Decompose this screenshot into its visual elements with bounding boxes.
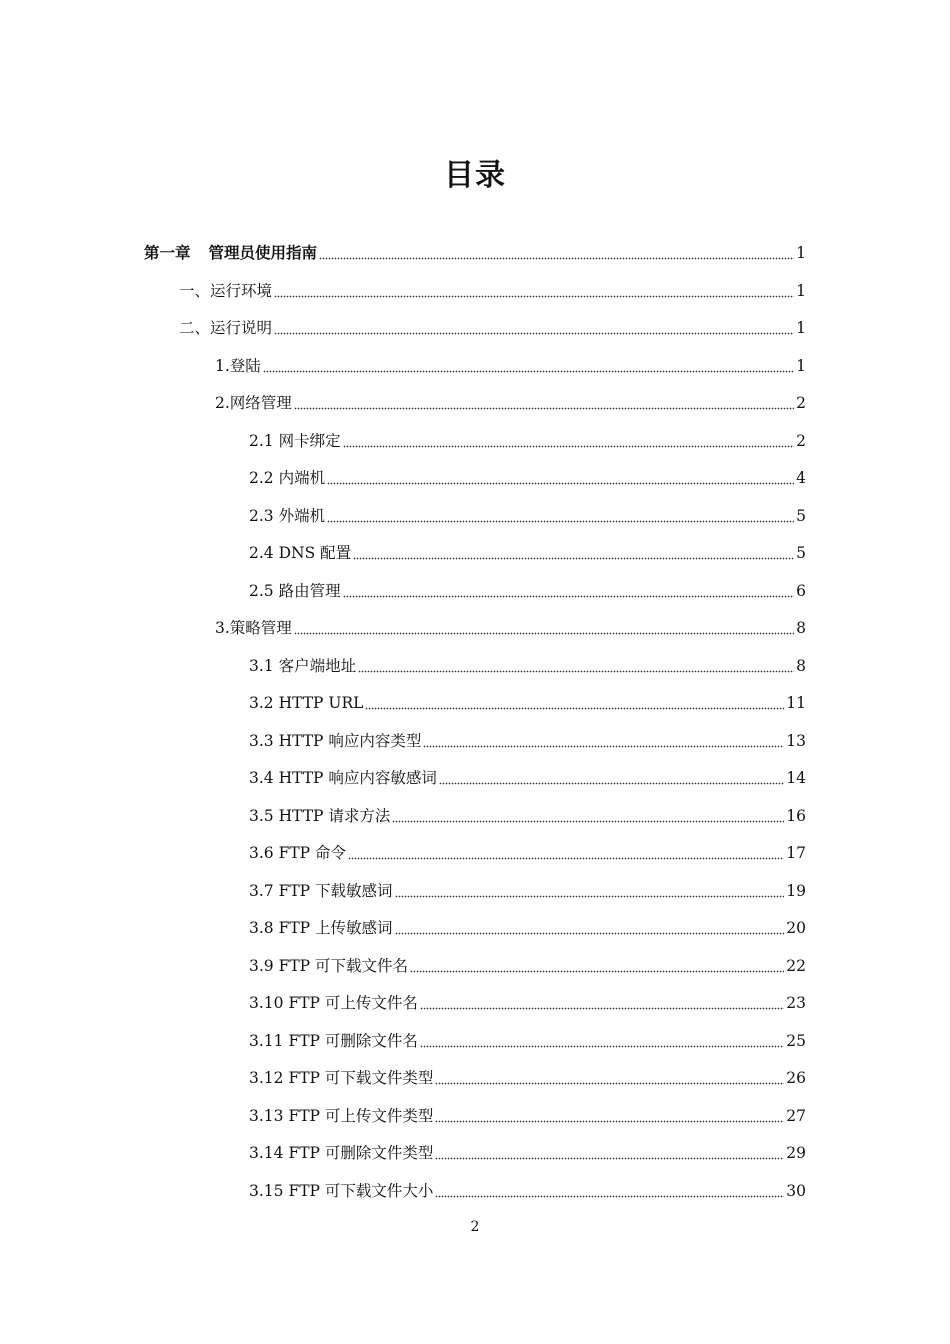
- dot-leader: [395, 918, 785, 938]
- dot-leader: [343, 581, 795, 601]
- dot-leader: [420, 1031, 784, 1051]
- dot-leader: [420, 993, 784, 1013]
- toc-entry[interactable]: [249, 948, 806, 984]
- toc-page-number: 1: [796, 319, 806, 337]
- toc-page-number: 19: [786, 882, 806, 900]
- dot-leader: [327, 468, 794, 488]
- toc-entry[interactable]: [249, 1173, 806, 1209]
- toc-entry-label: 3.2 HTTP URL: [249, 694, 364, 712]
- toc-entry[interactable]: [249, 760, 806, 796]
- dot-leader: [319, 243, 794, 263]
- dot-leader: [435, 1068, 784, 1088]
- dot-leader: [435, 1181, 784, 1201]
- dot-leader: [435, 1106, 784, 1126]
- toc-entry[interactable]: [249, 985, 806, 1021]
- toc-entry-label: 3.9 FTP 可下载文件名: [249, 957, 409, 975]
- toc-chapter-entry[interactable]: [144, 235, 806, 271]
- toc-page-number: 13: [786, 732, 806, 750]
- dot-leader: [392, 806, 784, 826]
- toc-entry[interactable]: [249, 798, 806, 834]
- toc-entry-label: 2.4 DNS 配置: [249, 544, 352, 562]
- toc-entry[interactable]: [249, 873, 806, 909]
- toc-entry[interactable]: [249, 723, 806, 759]
- toc-page-number: 5: [796, 544, 806, 562]
- toc-page-number: 16: [786, 807, 806, 825]
- toc-page-number: 23: [786, 994, 806, 1012]
- toc-page-number: 30: [786, 1182, 806, 1200]
- toc-page-number: 5: [796, 507, 806, 525]
- toc-entry-label: 3.4 HTTP 响应内容敏感词: [249, 769, 437, 787]
- dot-leader: [435, 1143, 784, 1163]
- toc-entry[interactable]: [249, 535, 806, 571]
- toc-entry-label: 3.11 FTP 可删除文件名: [249, 1032, 418, 1050]
- toc-entry[interactable]: [249, 648, 806, 684]
- toc-entry-label: 2.网络管理: [215, 394, 292, 412]
- toc-entry[interactable]: [249, 498, 806, 534]
- toc-page-number: 27: [786, 1107, 806, 1125]
- toc-page-number: 29: [786, 1144, 806, 1162]
- toc-entry-label: 2.3 外端机: [249, 507, 326, 525]
- toc-entry-label: 3.5 HTTP 请求方法: [249, 807, 391, 825]
- dot-leader: [327, 506, 794, 526]
- toc-entry-label: 2.1 网卡绑定: [249, 432, 341, 450]
- dot-leader: [358, 656, 794, 676]
- toc-page-number: 20: [786, 919, 806, 937]
- toc-page-number: 6: [796, 582, 806, 600]
- toc-entry-label: 3.10 FTP 可上传文件名: [249, 994, 418, 1012]
- dot-leader: [365, 693, 784, 713]
- toc-entry-number: 第一章: [144, 244, 191, 262]
- toc-entry-label: 一、运行环境: [179, 282, 273, 300]
- toc-entry-label: 3.13 FTP 可上传文件类型: [249, 1107, 434, 1125]
- dot-leader: [274, 281, 794, 301]
- toc-entry-label: 3.1 客户端地址: [249, 657, 357, 675]
- toc-entry-label: 管理员使用指南: [208, 244, 318, 262]
- toc-page-number: 14: [786, 769, 806, 787]
- dot-leader: [343, 431, 795, 451]
- toc-page-number: 8: [796, 619, 806, 637]
- toc-entry-label: 3.3 HTTP 响应内容类型: [249, 732, 422, 750]
- toc-entry[interactable]: [249, 1135, 806, 1171]
- toc-page-number: 4: [796, 469, 806, 487]
- dot-leader: [439, 768, 784, 788]
- toc-entry[interactable]: [249, 835, 806, 871]
- toc-page-number: 8: [796, 657, 806, 675]
- toc-title: 目录: [444, 158, 506, 193]
- toc-page-number: 2: [796, 394, 806, 412]
- dot-leader: [294, 618, 794, 638]
- toc-entry[interactable]: [249, 1023, 806, 1059]
- toc-entry[interactable]: [179, 273, 806, 309]
- toc-entry[interactable]: [179, 310, 806, 346]
- dot-leader: [353, 543, 794, 563]
- toc-page-number: 26: [786, 1069, 806, 1087]
- toc-page-number: 17: [786, 844, 806, 862]
- toc-entry[interactable]: [249, 685, 806, 721]
- toc-page-number: 22: [786, 957, 806, 975]
- toc-entry-label: 3.12 FTP 可下载文件类型: [249, 1069, 434, 1087]
- toc-entry[interactable]: [215, 610, 806, 646]
- toc-entry-label: 2.5 路由管理: [249, 582, 341, 600]
- page-number: 2: [470, 1219, 480, 1235]
- dot-leader: [348, 843, 784, 863]
- toc-entry-label: 二、运行说明: [179, 319, 273, 337]
- toc-entry[interactable]: [249, 1060, 806, 1096]
- toc-entry[interactable]: [249, 573, 806, 609]
- toc-page-number: 1: [796, 244, 806, 262]
- toc-entry-label: 1.登陆: [215, 357, 261, 375]
- toc-page-number: 1: [796, 357, 806, 375]
- toc-entry[interactable]: [249, 910, 806, 946]
- toc-page-number: 2: [796, 432, 806, 450]
- toc-entry[interactable]: [249, 1098, 806, 1134]
- dot-leader: [294, 393, 794, 413]
- dot-leader: [263, 356, 794, 376]
- toc-entry-label: 3.7 FTP 下载敏感词: [249, 882, 393, 900]
- toc-page-number: 1: [796, 282, 806, 300]
- toc-entry-label: 3.15 FTP 可下载文件大小: [249, 1182, 434, 1200]
- toc-entry[interactable]: [249, 460, 806, 496]
- dot-leader: [410, 956, 784, 976]
- toc-entry-label: 3.策略管理: [215, 619, 292, 637]
- toc-entry[interactable]: [249, 423, 806, 459]
- toc-entry[interactable]: [215, 385, 806, 421]
- toc-entry-label: 3.14 FTP 可删除文件类型: [249, 1144, 434, 1162]
- dot-leader: [423, 731, 784, 751]
- toc-entry-label: 3.8 FTP 上传敏感词: [249, 919, 393, 937]
- toc-entry-label: 2.2 内端机: [249, 469, 326, 487]
- toc-entry[interactable]: [215, 348, 806, 384]
- dot-leader: [395, 881, 785, 901]
- dot-leader: [274, 318, 794, 338]
- toc-page-number: 11: [786, 694, 806, 712]
- toc-page-number: 25: [786, 1032, 806, 1050]
- toc-entry-label: 3.6 FTP 命令: [249, 844, 347, 862]
